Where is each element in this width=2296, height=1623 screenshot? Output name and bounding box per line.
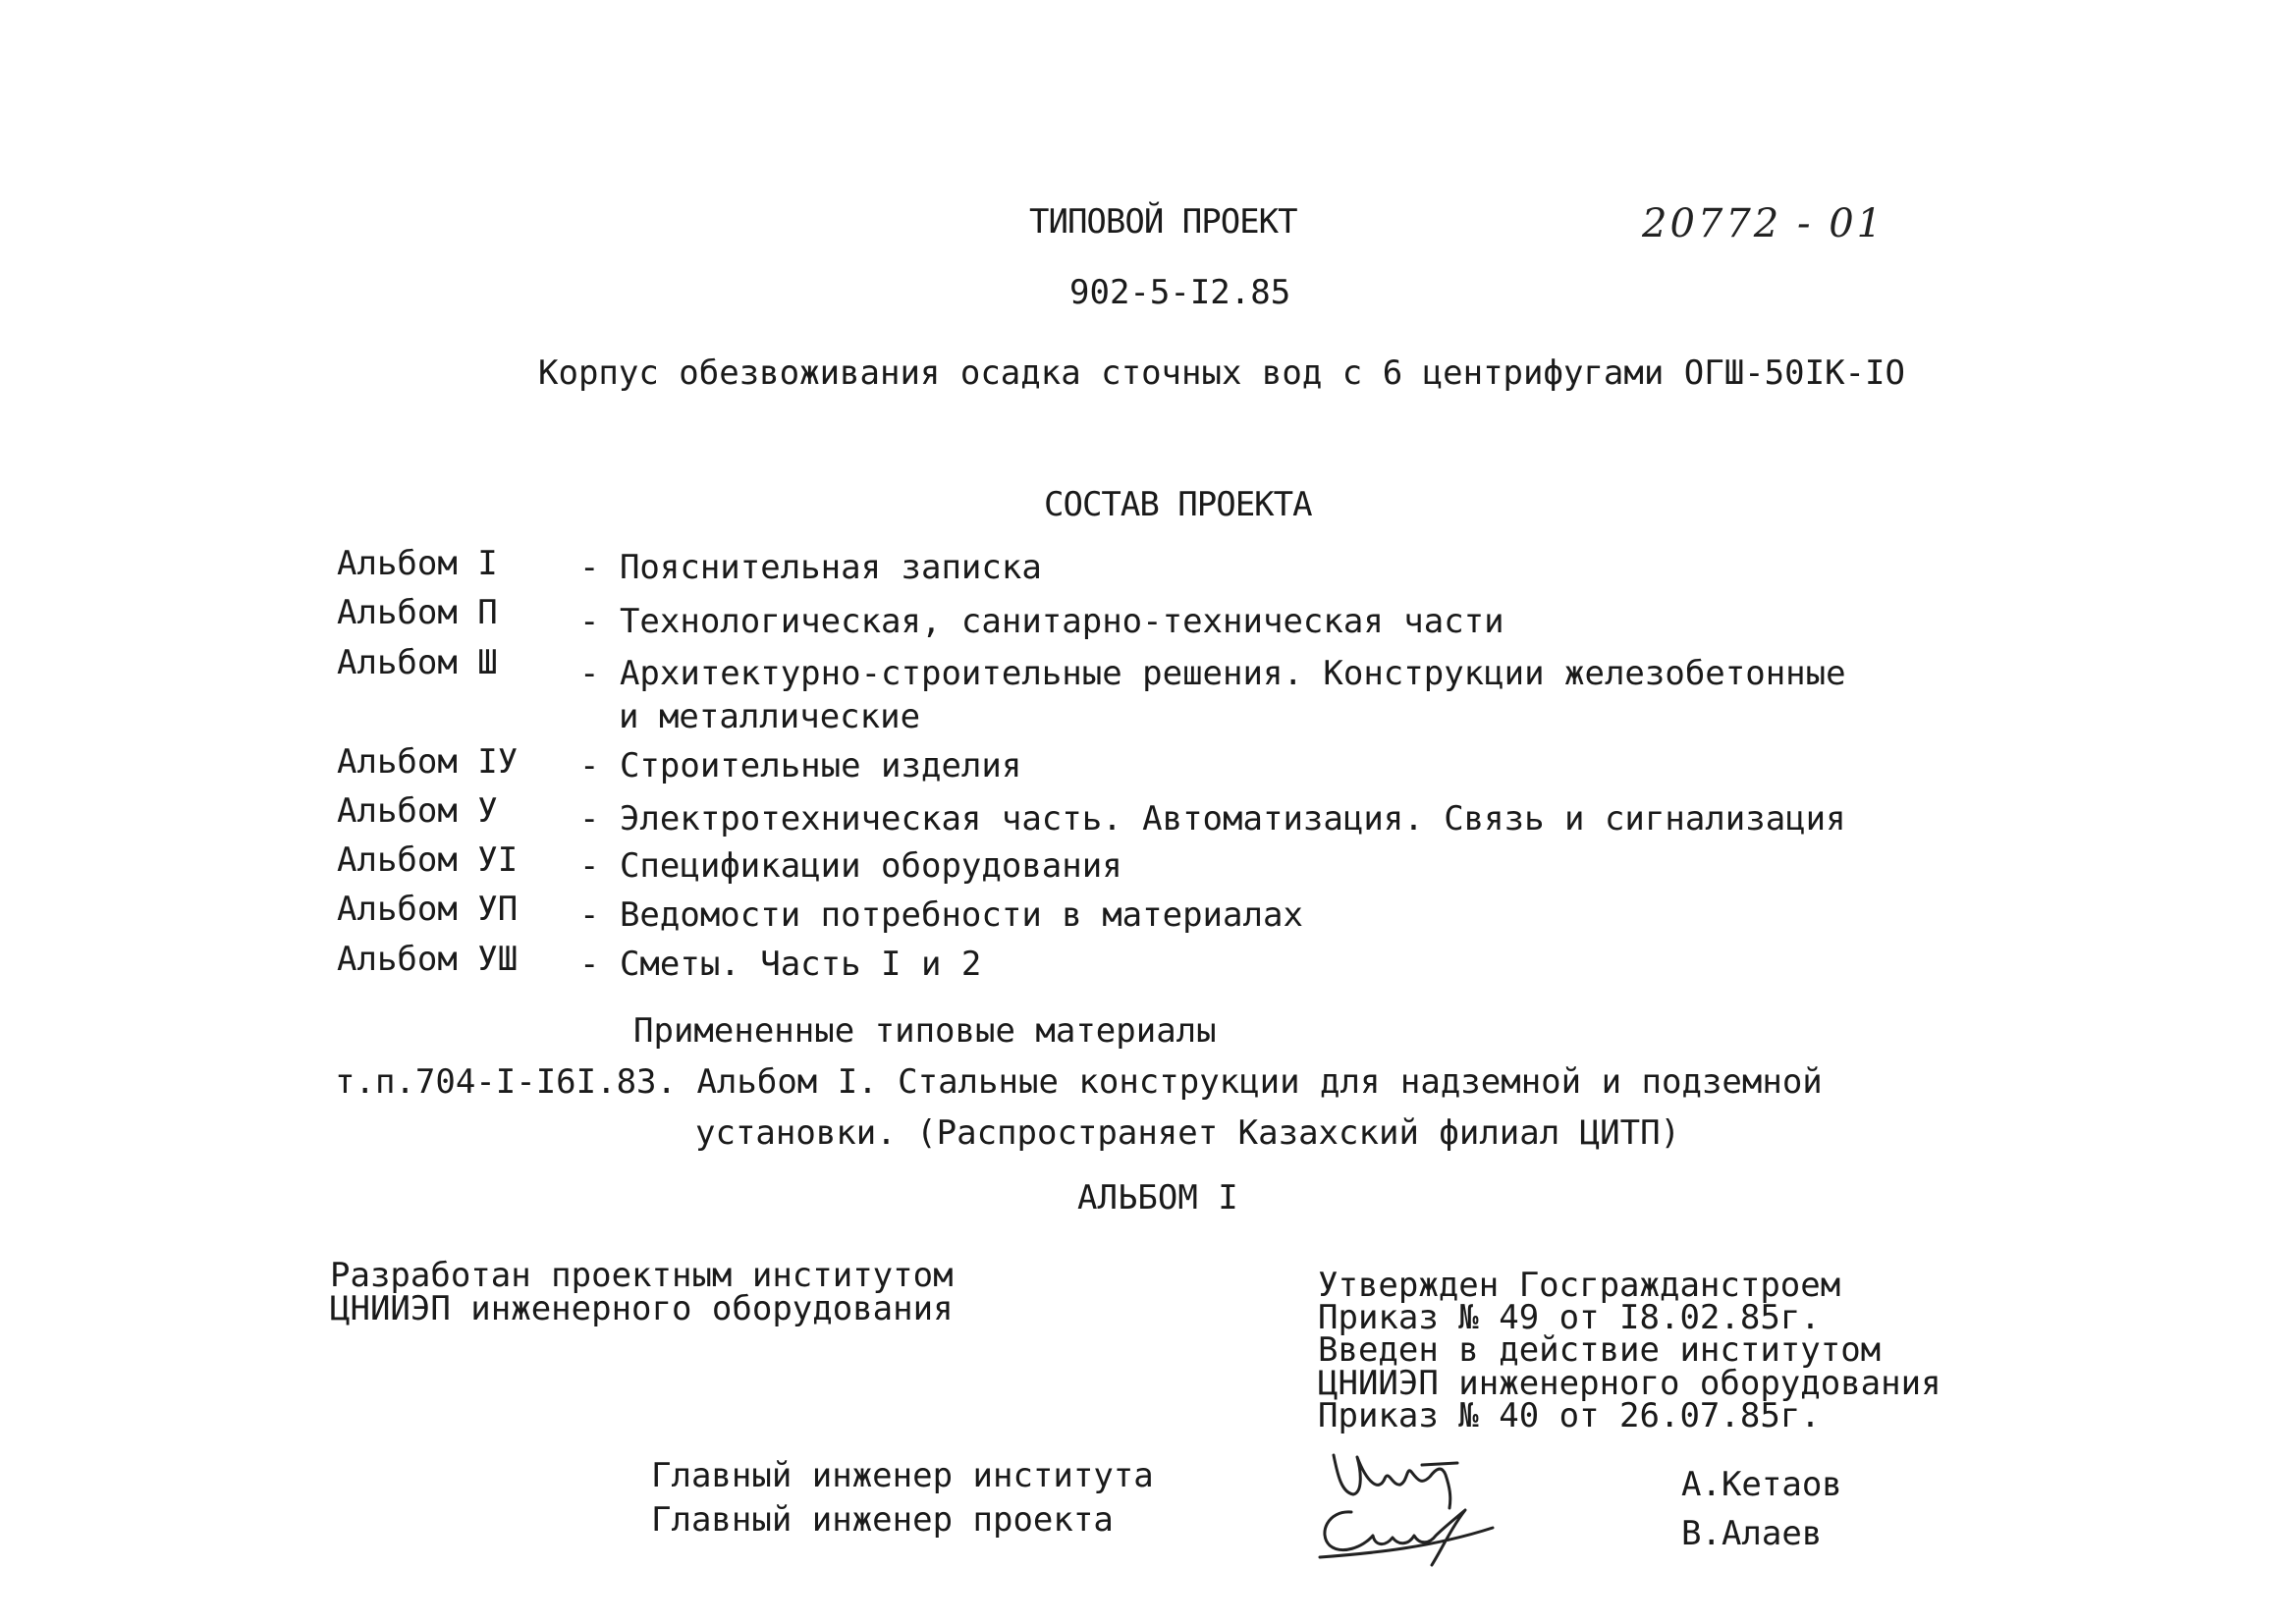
album-desc-continued: и металлические [619, 697, 921, 736]
album-name: Альбом I [337, 544, 498, 583]
album-desc: - Спецификации оборудования [579, 846, 1122, 886]
approval-line-5: Приказ № 40 от 26.07.85г. [1318, 1396, 1821, 1435]
album-name: Альбом У [337, 791, 498, 831]
album-name: Альбом П [337, 593, 498, 632]
signature-name-2: В.Алаев [1681, 1514, 1823, 1553]
handwritten-number: 20772 - 01 [1642, 201, 1886, 246]
doc-type-heading: ТИПОВОЙ ПРОЕКТ [1029, 202, 1297, 242]
album-desc: - Технологическая, санитарно-техническая части [579, 602, 1504, 641]
signature-role-1: Главный инженер института [651, 1456, 1154, 1495]
materials-line-1: т.п.704-I-I6I.83. Альбом I. Стальные конструкции для надземной и подземной [335, 1062, 1823, 1102]
signature-2-handwritten-icon [1314, 1500, 1501, 1574]
project-code: 902-5-I2.85 [1069, 273, 1291, 312]
signature-name-1: А.Кетаов [1681, 1465, 1842, 1504]
album-name: Альбом УП [337, 890, 519, 929]
approval-line-1: Утвержден Госгражданстроем [1318, 1266, 1841, 1305]
materials-heading: Примененные типовые материалы [633, 1011, 1217, 1051]
approval-line-2: Приказ № 49 от I8.02.85г. [1318, 1298, 1821, 1337]
album-desc: - Архитектурно-строительные решения. Конструкции железобетонные [579, 654, 1846, 693]
developer-line-1: Разработан проектным институтом [330, 1256, 954, 1295]
album-desc: - Сметы. Часть I и 2 [579, 945, 982, 984]
album-desc: - Пояснительная записка [579, 548, 1042, 587]
album-desc: - Ведомости потребности в материалах [579, 895, 1303, 935]
album-desc: - Строительные изделия [579, 746, 1022, 785]
album-name: Альбом Ш [337, 643, 498, 682]
album-desc: - Электротехническая часть. Автоматизация. Связь и сигнализация [579, 799, 1846, 839]
project-title: Корпус обезвоживания осадка сточных вод с 6 центрифугами ОГШ-50IК-IО [538, 353, 1905, 393]
signature-role-2: Главный инженер проекта [651, 1500, 1114, 1540]
approval-line-4: ЦНИИЭП инженерного оборудования [1318, 1364, 1941, 1403]
approval-line-3: Введен в действие институтом [1318, 1330, 1882, 1370]
developer-line-2: ЦНИИЭП инженерного оборудования [330, 1289, 954, 1328]
contents-heading: СОСТАВ ПРОЕКТА [1044, 485, 1312, 524]
materials-line-2: установки. (Распространяет Казахский филиал ЦИТП) [695, 1113, 1681, 1153]
album-name: Альбом УI [337, 840, 519, 880]
album-label: АЛЬБОМ I [1077, 1178, 1238, 1217]
album-name: Альбом УШ [337, 940, 519, 979]
album-name: Альбом IУ [337, 742, 519, 782]
